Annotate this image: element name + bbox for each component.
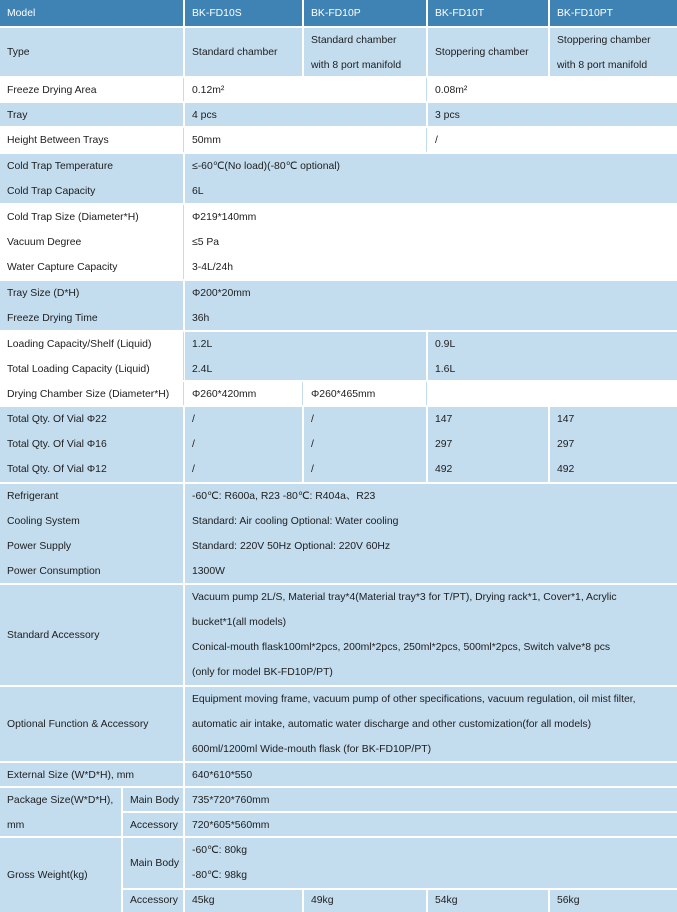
table-row-drying-chamber: [0, 382, 677, 405]
header-bk-fd10pt: BK-FD10PT: [557, 7, 614, 19]
table-row-gross-weight: [0, 838, 677, 912]
table-row-cold-trap: [0, 154, 677, 203]
row-label: External Size (W*D*H), mm: [7, 770, 135, 781]
sub-label-accessory: Accessory: [130, 895, 178, 906]
cell-fd10pt: 56kg: [557, 895, 580, 906]
cell-fd10p: Standard chamber with 8 port manifold: [311, 35, 402, 71]
cell-all-models: 640*610*550: [192, 770, 253, 781]
table-row-vials: [0, 407, 677, 482]
table-row-optional: [0, 687, 677, 761]
table-row-package-size: [0, 788, 677, 836]
sub-label-main-body: Main Body: [130, 795, 180, 806]
table-row-type: [0, 28, 677, 76]
table-row-tray: [0, 103, 677, 126]
row-label: Freeze Drying Area: [7, 85, 97, 96]
cell-fd10s: Φ260*420mm: [192, 389, 257, 400]
cell-all-models: Φ200*20mm 36h: [192, 288, 251, 324]
row-label: Package Size(W*D*H), mm: [7, 795, 114, 831]
cell-fd10s: Standard chamber: [192, 46, 278, 58]
cell-fd10t-fd10pt: 3 pcs: [435, 110, 460, 121]
cell-fd10t: 147 297 492: [435, 414, 453, 475]
header-bk-fd10t: BK-FD10T: [435, 7, 485, 19]
cell-fd10t-fd10pt: /: [435, 135, 438, 146]
header-bk-fd10s: BK-FD10S: [192, 7, 242, 19]
table-row-tray-size: [0, 281, 677, 330]
table-header: [0, 0, 677, 26]
row-label: Standard Accessory: [7, 629, 100, 641]
row-label: Cold Trap Size (Diameter*H) Vacuum Degree Water Capture Capacity: [7, 212, 139, 273]
cell-all-models: Vacuum pump 2L/S, Material tray*4(Material tray*3 for T/PT), Drying rack*1, Cover*1, Acrylic bucket*1(all models) Conical-mouth flask100ml*2pcs, 200ml*2pcs, 250ml*2pcs, 500ml*2pcs, Switch valve*8 pcs (only for model BK-FD10P/PT): [192, 592, 617, 678]
cell-all-models: ≤-60℃(No load)(-80℃ optional) 6L: [192, 161, 341, 197]
cell-fd10s-fd10p: 1.2L 2.4L: [192, 339, 213, 375]
header-bk-fd10p: BK-FD10P: [311, 7, 361, 19]
cell-main-body: -60℃: 80kg -80℃: 98kg: [192, 845, 247, 881]
row-label: Loading Capacity/Shelf (Liquid) Total Loading Capacity (Liquid): [7, 339, 152, 375]
cell-accessory: 720*605*560mm: [192, 820, 270, 831]
cell-fd10s-fd10p: 50mm: [192, 135, 221, 146]
cell-fd10s: 45kg: [192, 895, 215, 906]
row-label: Total Qty. Of Vial Φ22 Total Qty. Of Vial Φ16 Total Qty. Of Vial Φ12: [7, 414, 107, 475]
cell-fd10t: 54kg: [435, 895, 458, 906]
cell-all-models: Equipment moving frame, vacuum pump of other specifications, vacuum regulation, oil mist filter, automatic air intake, automatic water discharge and other customization(for all models) 600ml/1200ml Wide-mouth flask (for BK-FD10P/PT): [192, 694, 636, 755]
row-label: Drying Chamber Size (Diameter*H): [7, 389, 170, 400]
header-model: Model: [7, 7, 36, 19]
table-row-freeze-drying-area: [0, 78, 677, 101]
cell-fd10p: / / /: [311, 414, 314, 475]
cell-fd10t-fd10pt: 0.9L 1.6L: [435, 339, 456, 375]
cell-fd10pt: 147 297 492: [557, 414, 575, 475]
cell-fd10s-fd10p: 4 pcs: [192, 110, 217, 121]
cell-fd10p: Φ260*465mm: [311, 389, 376, 400]
table-row-height-between-trays: [0, 128, 677, 152]
table-row-power: [0, 484, 677, 583]
table-row-standard-accessory: [0, 585, 677, 685]
row-label: Cold Trap Temperature Cold Trap Capacity: [7, 161, 114, 197]
cell-all-models: -60℃: R600a, R23 -80℃: R404a、R23 Standard: Air cooling Optional: Water cooling Standard: 220V 50Hz Optional: 220V 60Hz 1300W: [192, 491, 399, 577]
cell-main-body: 735*720*760mm: [192, 795, 270, 806]
row-label: Optional Function & Accessory: [7, 718, 149, 730]
row-label: Tray Size (D*H) Freeze Drying Time: [7, 288, 98, 324]
cell-fd10s-fd10p: 0.12m²: [192, 85, 225, 96]
row-label: Refrigerant Cooling System Power Supply Power Consumption: [7, 491, 101, 577]
table-row-external-size: [0, 763, 677, 786]
cell-all-models: Φ219*140mm ≤5 Pa 3-4L/24h: [192, 212, 257, 273]
table-row-loading: [0, 332, 677, 380]
table-row-vacuum: [0, 205, 677, 279]
cell-fd10t: Stoppering chamber: [435, 46, 529, 58]
sub-label-main-body: Main Body: [130, 857, 180, 869]
cell-fd10pt: Stoppering chamber with 8 port manifold: [557, 35, 651, 71]
cell-fd10s: / / /: [192, 414, 195, 475]
row-label: Type: [7, 46, 30, 58]
row-label: Height Between Trays: [7, 135, 109, 146]
cell-fd10p: 49kg: [311, 895, 334, 906]
row-label: Tray: [7, 110, 28, 121]
cell-fd10t-fd10pt: 0.08m²: [435, 85, 468, 96]
row-label: Gross Weight(kg): [7, 869, 88, 881]
sub-label-accessory: Accessory: [130, 820, 178, 831]
